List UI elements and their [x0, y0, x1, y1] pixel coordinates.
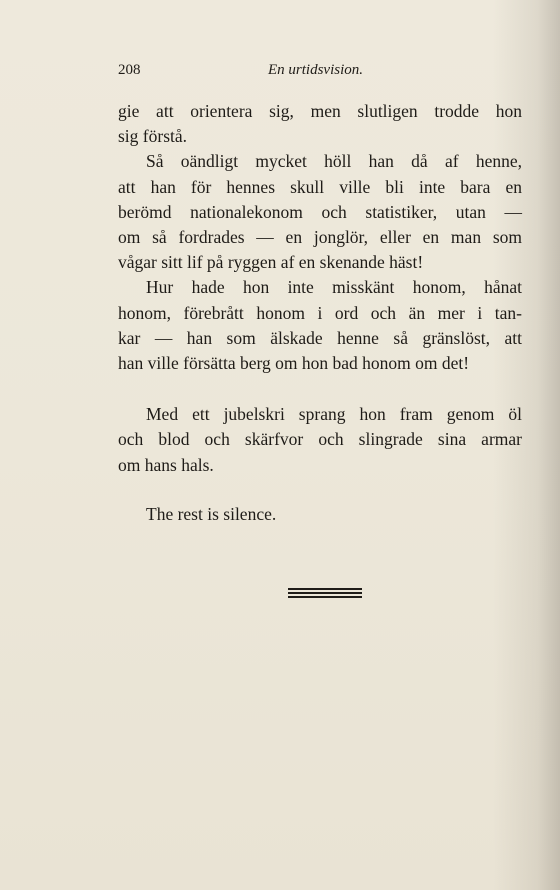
rule-line	[288, 596, 362, 598]
page-header	[118, 62, 528, 84]
text-line: Hur hade hon inte misskänt honom, hånat	[146, 277, 522, 298]
paragraph-4	[118, 402, 522, 478]
text-line: berömd nationalekonom och statistiker, utan —	[118, 201, 522, 222]
text-line: The rest is silence.	[146, 503, 277, 524]
paragraph-3	[118, 275, 522, 376]
paragraph-2	[118, 149, 522, 275]
text-line: han ville försätta berg om hon bad honom om det!	[118, 353, 470, 374]
paragraph-1	[118, 99, 522, 149]
text-line: Med ett jubelskri sprang hon fram genom öl	[146, 404, 522, 425]
text-line: Så oändligt mycket höll han då af henne,	[146, 151, 522, 172]
page-number: 208	[118, 62, 141, 78]
text-line: att han för hennes skull ville bli inte bara en	[118, 176, 522, 197]
rule-line	[288, 588, 362, 590]
end-ornament-rule	[288, 588, 362, 602]
running-title: En urtidsvision.	[268, 62, 364, 78]
body-text	[118, 99, 522, 527]
text-line: och blod och skärfvor och slingrade sina armar	[118, 429, 522, 450]
text-line: vågar sitt lif på ryggen af en skenande häst!	[118, 252, 424, 273]
text-line: sig förstå.	[118, 126, 188, 147]
text-line: om hans hals.	[118, 454, 214, 475]
text-line: kar — han som älskade henne så gränslöst, att	[118, 327, 522, 348]
rule-line	[288, 592, 362, 594]
paragraph-5	[118, 502, 522, 527]
text-line: honom, förebrått honom i ord och än mer i tan-	[118, 302, 522, 323]
text-line: om så fordrades — en jonglör, eller en man som	[118, 227, 522, 248]
text-line: gie att orientera sig, men slutligen trodde hon	[118, 101, 522, 121]
